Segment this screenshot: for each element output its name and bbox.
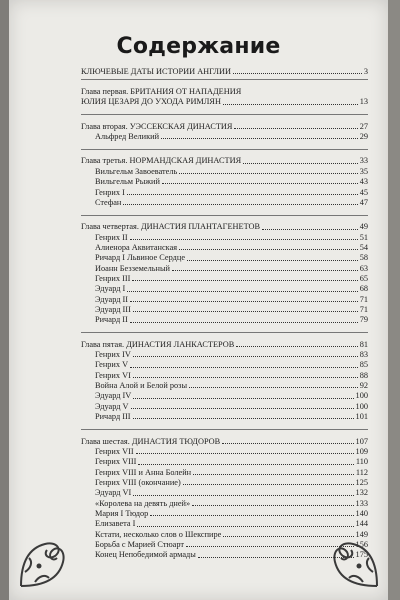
toc-chapter-heading-line1 [81,86,368,96]
toc-entry-title: Вильгельм Рыжий [95,177,160,187]
toc-entry-page: 71 [359,294,368,304]
toc-subentry [95,304,368,314]
toc-subentry [95,508,368,518]
toc-leader-dots [133,495,353,496]
toc-entry-title: Глава вторая. УЭССЕКСКАЯ ДИНАСТИЯ [81,121,233,131]
toc-entry-page: 65 [359,273,368,283]
toc-entry-page: 132 [355,488,368,498]
toc-entry-page: 27 [359,121,368,131]
toc-entry-title: Ричард III [95,412,131,422]
toc-leader-dots [138,464,353,465]
toc-entry-title: Конец Непобедимой армады [95,550,196,560]
toc-entry-title: Альфред Великий [95,132,160,142]
toc-entry-page: 107 [355,436,368,446]
toc-entry-title: Ричард II [95,315,128,325]
toc-entry-title: Мария I Тюдор [95,508,149,518]
toc-entry-title: Борьба с Марией Стюарт [95,540,185,549]
toc-entry-title: Генрих VII [95,446,134,456]
toc-subentry [95,253,368,263]
toc-leader-dots [172,270,358,271]
chapter-divider [81,79,368,80]
toc-subentry [95,176,368,186]
toc-entry-page: 51 [359,232,368,242]
toc-subentry [95,315,368,325]
toc-entry-page: 133 [355,498,368,508]
toc-entry-title: Вильгельм Завоеватель [95,166,178,176]
toc-entry-title: Война Алой и Белой розы [95,381,188,391]
toc-subentry [95,284,368,294]
toc-leader-dots [133,398,353,399]
toc-entry-title: Генрих VI [95,370,131,380]
toc-leader-dots [193,474,354,475]
toc-entry-title: Эдуард III [95,305,131,314]
toc-subentry [95,370,368,380]
toc-entry-page: 149 [355,529,368,539]
toc-subentry [95,242,368,252]
toc-entry-page: 175 [355,550,368,560]
toc-entry-page: 3 [363,66,368,76]
toc-subentry [95,360,368,370]
chapter-divider [81,332,368,333]
toc-intro [81,66,368,76]
toc-subentry [95,401,368,411]
toc-subentry [95,187,368,197]
toc-chapter-title: Глава первая. БРИТАНИЯ ОТ НАПАДЕНИЯ [81,87,242,97]
toc-chapter-heading [81,436,368,446]
toc-subentry [95,446,368,456]
toc-entry-page: 83 [359,350,368,360]
toc-entry-page: 71 [359,305,368,314]
toc-entry-page: 63 [359,263,368,273]
toc-entry-title: Генрих III [95,273,131,283]
toc-subentry [95,273,368,283]
toc-entry-page: 58 [359,253,368,263]
toc-leader-dots [179,249,358,250]
toc-leader-dots [223,104,358,105]
toc-leader-dots [162,183,358,184]
toc-leader-dots [133,377,358,378]
toc-leader-dots [130,301,358,302]
toc-entry-title: Глава шестая. ДИНАСТИЯ ТЮДОРОВ [81,436,221,446]
toc-leader-dots [187,260,358,261]
toc-entry-title: «Королева на девять дней» [95,498,191,508]
toc-leader-dots [133,311,358,312]
toc-entry-page: 100 [355,391,368,401]
toc-leader-dots [136,453,354,454]
toc-leader-dots [262,229,358,230]
toc-entry-title: Генрих VIII [95,457,137,467]
toc-subentry [95,391,368,401]
toc-entry-title: Глава четвертая. ДИНАСТИЯ ПЛАНТАГЕНЕТОВ [81,222,261,232]
book-page [9,0,388,600]
toc-subentry [95,467,368,477]
toc-entry-title: Генрих VIII и Анна Болейн [95,467,192,477]
toc-entry-title: Эдуард II [95,294,129,304]
toc-chapter-heading [81,222,368,232]
toc-leader-dots [161,138,358,139]
toc-entry-page: 100 [355,401,368,411]
toc-entry-page: 112 [355,467,368,477]
toc-leader-dots [132,280,357,281]
toc-entry-page: 140 [355,508,368,518]
toc-leader-dots [123,204,357,205]
toc-entry-page: 156 [355,540,368,549]
toc-subentry [95,411,368,421]
chapter-divider [81,429,368,430]
toc-entry-page: 47 [359,197,368,207]
toc-leader-dots [133,418,354,419]
toc-entry-title: Генрих I [95,187,125,197]
toc-entry-title: Иоанн Безземельный [95,263,170,273]
toc-chapter-heading [81,97,368,107]
page-edge [388,0,400,600]
corner-ornament-bottom-right-icon [313,519,383,592]
toc-leader-dots [192,505,353,506]
toc-leader-dots [130,322,358,323]
toc-leader-dots [127,291,357,292]
toc-subentry [95,349,368,359]
toc-entry-title: Эдуард VI [95,488,132,498]
toc-entry-page: 85 [359,360,368,370]
toc-subentry [95,263,368,273]
toc-entry-title: Генрих VIII (окончание) [95,477,181,487]
toc-subentry [95,131,368,141]
toc-leader-dots [222,443,353,444]
toc-entry-page: 29 [359,132,368,142]
toc-entry-page: 49 [359,222,368,232]
toc-entry-page: 109 [355,446,368,456]
toc-leader-dots [150,515,353,516]
toc-leader-dots [243,163,358,164]
toc-entry-title: Генрих V [95,360,129,370]
toc-entry-title: ЮЛИЯ ЦЕЗАРЯ ДО УХОДА РИМЛЯН [81,97,221,107]
toc-entry-title: Елизавета I [95,519,136,529]
page-title: Содержание [116,34,281,59]
toc-leader-dots [131,408,354,409]
toc-subentry [95,477,368,487]
toc-leader-dots [183,484,354,485]
toc-entry-title: Глава третья. НОРМАНДСКАЯ ДИНАСТИЯ [81,156,242,166]
toc-subentry [95,197,368,207]
toc-leader-dots [133,356,358,357]
toc-entry-page: 45 [359,187,368,197]
toc-subentry [95,294,368,304]
toc-entry-page: 54 [359,242,368,252]
toc-subentry [95,166,368,176]
toc-subentry [95,232,368,242]
toc-entry-title: Кстати, несколько слов о Шекспире [95,529,222,539]
toc-leader-dots [179,173,357,174]
toc-entry-title: Эдуард IV [95,391,132,401]
toc-entry-page: 68 [359,284,368,294]
toc-entry-page: 88 [359,370,368,380]
toc-entry-page: 79 [359,315,368,325]
toc-entry-page: 110 [355,457,368,467]
toc-chapter-heading [81,121,368,131]
toc-subentry [95,488,368,498]
toc-leader-dots [236,346,357,347]
toc-leader-dots [234,128,357,129]
toc-leader-dots [189,387,358,388]
toc-entry-title: Алиенора Аквитанская [95,242,178,252]
toc-leader-dots [233,73,362,74]
chapter-divider [81,215,368,216]
toc-leader-dots [127,194,358,195]
toc-entry-title: КЛЮЧЕВЫЕ ДАТЫ ИСТОРИИ АНГЛИИ [81,66,231,76]
toc-entry-page: 144 [355,519,368,529]
toc-entry-title: Глава пятая. ДИНАСТИЯ ЛАНКАСТЕРОВ [81,339,235,349]
toc-entry-page: 13 [359,97,368,107]
toc-entry-title: Ричард I Львиное Сердце [95,253,185,263]
toc-entry-page: 33 [359,156,368,166]
chapter-divider [81,114,368,115]
toc-entry-page: 81 [359,339,368,349]
toc-entry-title: Эдуард V [95,401,129,411]
chapter-divider [81,149,368,150]
toc-subentry [95,498,368,508]
toc-entry-title: Стефан [95,197,122,207]
toc-entry-page: 125 [355,477,368,487]
toc-entry-page: 35 [359,166,368,176]
toc-leader-dots [130,239,358,240]
toc-chapter-heading [81,156,368,166]
toc-entry-page: 92 [359,381,368,391]
toc-entry-page: 101 [355,412,368,422]
toc-subentry [95,380,368,390]
toc-entry-title: Генрих II [95,232,128,242]
toc-chapter-heading [81,339,368,349]
corner-ornament-bottom-left-icon [15,522,85,592]
toc-entry-page: 43 [359,177,368,187]
toc-leader-dots [130,367,358,368]
toc-entry-title: Генрих IV [95,350,131,360]
toc-subentry [95,457,368,467]
toc-entry-title: Эдуард I [95,284,126,294]
